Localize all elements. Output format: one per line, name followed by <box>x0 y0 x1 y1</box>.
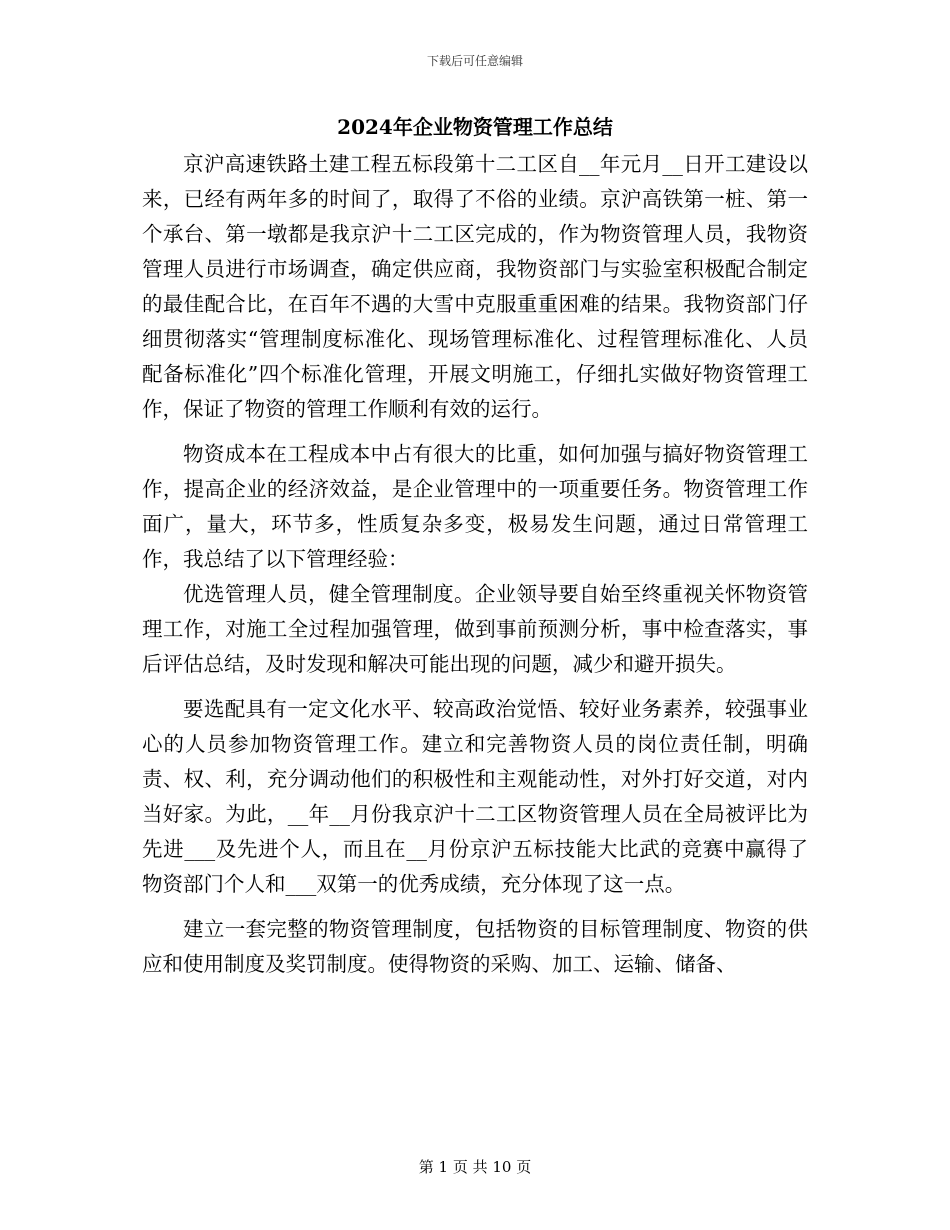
document-title: 2024年企业物资管理工作总结 <box>337 115 613 139</box>
document-body <box>142 147 808 1122</box>
paragraph-2: 物资成本在工程成本中占有很大的比重，如何加强与搞好物资管理工作，提高企业的经济效益，是企业管理中的一项重要任务。物资管理工作面广，量大，环节多，性质复杂多变，极易发生问题，通过日常管理工作，我总结了以下管理经验： <box>142 442 808 571</box>
paragraph-3: 优选管理人员，健全管理制度。企业领导要自始至终重视关怀物资管理工作，对施工全过程加强管理，做到事前预测分析，事中检查落实，事后评估总结，及时发现和解决可能出现的问题，减少和避开损失。 <box>142 582 808 676</box>
paragraph-4: 要选配具有一定文化水平、较高政治觉悟、较好业务素养，较强事业心的人员参加物资管理工作。建立和完善物资人员的岗位责任制，明确责、权、利，充分调动他们的积极性和主观能动性，对外打好交道，对内当好家。为此，__年__月份我京沪十二工区物资管理人员在全局被评比为先进___及先进个人，而且在__月份京沪五标技能大比武的竞赛中赢得了物资部门个人和___双第一的优秀成绩，充分体现了这一点。 <box>142 697 808 896</box>
paragraph-1: 京沪高速铁路土建工程五标段第十二工区自__年元月__日开工建设以来，已经有两年多的时间了，取得了不俗的业绩。京沪高铁第一桩、第一个承台、第一墩都是我京沪十二工区完成的，作为物资管理人员，我物资管理人员进行市场调查，确定供应商，我物资部门与实验室积极配合制定的最佳配合比，在百年不遇的大雪中克服重重困难的结果。我物资部门仔细贯彻落实“管理制度标准化、现场管理标准化、过程管理标准化、人员配备标准化”四个标准化管理，开展文明施工，仔细扎实做好物资管理工作，保证了物资的管理工作顺利有效的运行。 <box>142 152 808 421</box>
paragraph-5: 建立一套完整的物资管理制度，包括物资的目标管理制度、物资的供应和使用制度及奖罚制度。使得物资的采购、加工、运输、储备、 <box>142 917 808 976</box>
page-footer-number: 第 1 页 共 10 页 <box>418 1158 532 1176</box>
page-header-note: 下载后可任意编辑 <box>426 54 523 68</box>
